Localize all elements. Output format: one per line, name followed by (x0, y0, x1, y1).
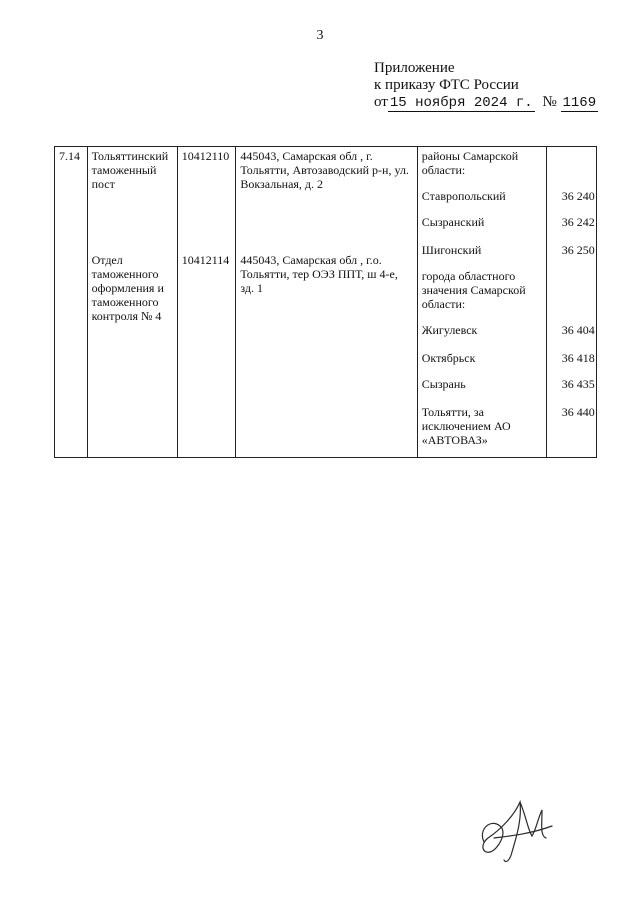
customs-table (54, 146, 597, 458)
city-name: Тольятти, за исключением АО «АВТОВАЗ» (421, 405, 511, 447)
date-prefix: от (374, 94, 388, 110)
cities-header: города областного значения Самарской области: (421, 269, 526, 311)
order-number: 1169 (562, 95, 597, 111)
row-index: 7.14 (55, 147, 88, 458)
city-code: 36 435 (561, 377, 595, 391)
city-code: 36 404 (561, 323, 595, 337)
city-code: 36 440 (561, 405, 595, 419)
signature (470, 790, 560, 870)
appendix-title: Приложение (374, 60, 455, 76)
post-code-cell (177, 147, 236, 458)
districts-cell (417, 147, 596, 458)
district-name: Сызранский (421, 215, 485, 229)
table-row (55, 147, 597, 458)
post-address: 445043, Самарская обл , г. Тольятти, Автозаводский р-н, ул. Вокзальная, д. 2 (240, 149, 409, 191)
number-label: № (542, 94, 557, 110)
appendix-date-line (374, 94, 598, 112)
appendix-order: к приказу ФТС России (374, 77, 519, 93)
post-code: 10412114 (181, 253, 230, 267)
city-name: Октябрьск (421, 351, 476, 365)
post-name: Тольяттинский таможенный пост (91, 149, 169, 191)
district-code: 36 250 (561, 243, 595, 257)
district-name: Ставропольский (421, 189, 506, 203)
post-address-cell (236, 147, 417, 458)
page-number: 3 (316, 28, 324, 43)
post-code: 10412110 (181, 149, 230, 163)
post-address: 445043, Самарская обл , г.о. Тольятти, тер ОЭЗ ППТ, ш 4-е, зд. 1 (240, 253, 398, 295)
districts-header: районы Самарской области: (421, 149, 519, 177)
district-code: 36 240 (561, 189, 595, 203)
city-code: 36 418 (561, 351, 595, 365)
order-date: 15 ноября 2024 г. (389, 95, 533, 111)
post-name: Отдел таможенного оформления и таможенного контроля № 4 (91, 253, 164, 323)
district-name: Шигонский (421, 243, 482, 257)
city-name: Сызрань (421, 377, 466, 391)
appendix-header (374, 60, 598, 112)
post-name-cell (87, 147, 177, 458)
district-code: 36 242 (561, 215, 595, 229)
city-name: Жигулевск (421, 323, 478, 337)
